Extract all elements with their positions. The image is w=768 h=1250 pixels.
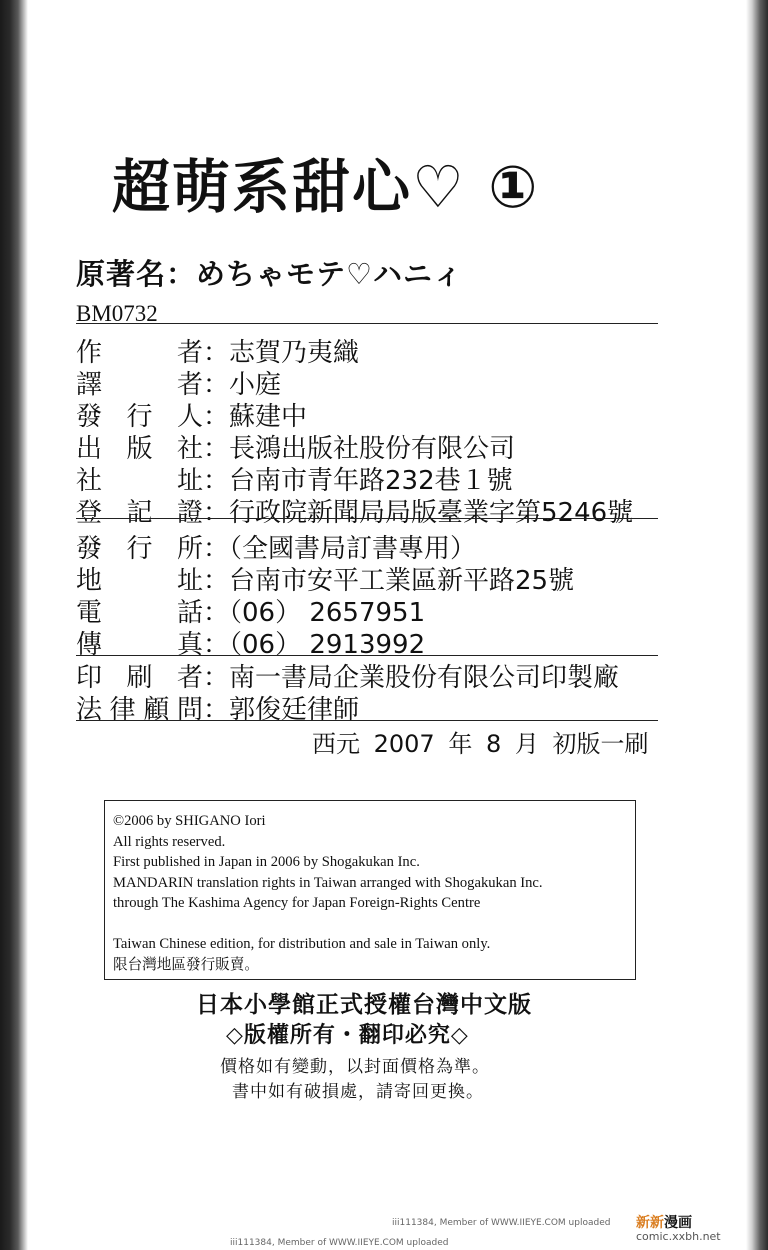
credit-row <box>76 430 515 462</box>
copyright-line: ©2006 by SHIGANO Iori <box>113 813 266 829</box>
credit-value: ：台南市青年路232巷１號 <box>203 465 513 496</box>
license-statement: 日本小學館正式授權台灣中文版 <box>196 992 532 1018</box>
logo-accent-text: 新新 <box>636 1215 664 1231</box>
credit-label <box>76 492 203 529</box>
credit-value: ：台南市安平工業區新平路25號 <box>203 565 575 596</box>
copyright-line: First published in Japan in 2006 by Shogakukan Inc. <box>113 854 420 871</box>
credit-label-char: 作 <box>76 337 103 368</box>
scan-left-edge <box>0 0 28 1250</box>
credit-label-char: 版 <box>126 433 153 464</box>
credit-label-char: 譯 <box>76 369 103 400</box>
book-title: 超萌系甜心♡ ① <box>112 153 540 221</box>
credit-label-char: 話 <box>176 597 203 628</box>
credit-label-char: 記 <box>126 497 153 528</box>
credit-label-char: 社 <box>76 465 103 496</box>
publication-date: 西元 2007 年 8 月 初版一刷 <box>312 730 649 758</box>
logo-url: comic.xxbh.net <box>636 1230 721 1243</box>
credit-label-char: 者 <box>176 662 203 693</box>
credit-label-char: 證 <box>176 497 203 528</box>
credit-label-char: 傳 <box>76 629 103 660</box>
credit-label-char: 真 <box>176 629 203 660</box>
credit-label-char: 行 <box>126 401 153 432</box>
divider-lower <box>76 655 658 656</box>
credit-label-char: 電 <box>76 597 103 628</box>
site-logo <box>636 1212 732 1246</box>
credit-row <box>76 626 425 658</box>
credit-value: ：（全國書局訂書專用） <box>203 533 477 564</box>
credit-value: ：蘇建中 <box>203 401 308 432</box>
credit-value: ：郭俊廷律師 <box>203 694 360 725</box>
credit-label-char: 法 <box>76 694 103 725</box>
credit-row <box>76 594 425 626</box>
upload-credit: iii111384, Member of WWW.IIEYE.COM uploaded <box>230 1238 449 1248</box>
credit-label-char: 刷 <box>126 662 153 693</box>
copyright-gap <box>113 914 627 934</box>
credit-row <box>76 659 619 691</box>
credit-label-char: 顧 <box>143 694 170 725</box>
credit-value: ：南一書局企業股份有限公司印製廠 <box>203 662 620 693</box>
copyright-line: through The Kashima Agency for Japan Foreign-Rights Centre <box>113 895 481 912</box>
credit-label-char: 者 <box>176 369 203 400</box>
credit-label-char: 出 <box>76 433 103 464</box>
damage-note: 書中如有破損處，請寄回更換。 <box>232 1082 484 1102</box>
book-code: BM0732 <box>76 301 158 326</box>
credit-value: ：長鴻出版社股份有限公司 <box>203 433 516 464</box>
credit-label-char: 者 <box>176 337 203 368</box>
credit-label-char: 發 <box>76 533 103 564</box>
credit-label-char: 所 <box>176 533 203 564</box>
divider-bottom <box>76 720 658 721</box>
credit-label-char: 人 <box>176 401 203 432</box>
credit-label-char: 址 <box>176 565 203 596</box>
price-note: 價格如有變動，以封面價格為準。 <box>220 1057 490 1077</box>
copyright-line: Taiwan Chinese edition, for distribution and sale in Taiwan only. <box>113 935 491 952</box>
credit-label-char: 行 <box>126 533 153 564</box>
credit-label-char: 律 <box>109 694 136 725</box>
credit-value: ：行政院新聞局局版臺業字第5246號 <box>203 497 634 528</box>
original-title: 原著名：めちゃモテ♡ハニィ <box>76 257 463 291</box>
credit-label-char: 址 <box>176 465 203 496</box>
credit-row <box>76 462 513 494</box>
credit-label-char: 地 <box>76 565 103 596</box>
credit-value: ：小庭 <box>203 369 282 400</box>
credit-row <box>76 398 307 430</box>
credit-row <box>76 366 281 398</box>
copyright-line: All rights reserved. <box>113 833 226 850</box>
credit-label-char: 社 <box>176 433 203 464</box>
copyright-line: 限台灣地區發行販賣。 <box>113 956 259 973</box>
credit-value: ：（06） 2657951 <box>203 597 426 628</box>
logo-text: 漫画 <box>664 1215 692 1231</box>
credit-label-char: 登 <box>76 497 103 528</box>
credit-row <box>76 494 633 526</box>
credit-row <box>76 691 359 723</box>
credit-label-char: 發 <box>76 401 103 432</box>
copyright-box <box>104 800 636 980</box>
upload-credit: iii111384, Member of WWW.IIEYE.COM uploaded <box>392 1218 611 1228</box>
credit-row <box>76 530 476 562</box>
credit-value: ：志賀乃夷織 <box>203 337 360 368</box>
copyright-line: MANDARIN translation rights in Taiwan arranged with Shogakukan Inc. <box>113 874 543 891</box>
credit-row <box>76 334 359 366</box>
divider-top <box>76 323 658 324</box>
rights-statement: ◇版權所有・翻印必究◇ <box>226 1023 469 1048</box>
credit-label-char: 印 <box>76 662 103 693</box>
credit-value: ：（06） 2913992 <box>203 629 426 660</box>
scan-right-edge <box>746 0 768 1250</box>
credit-row <box>76 562 574 594</box>
credit-label-char: 問 <box>176 694 203 725</box>
divider-middle <box>76 518 658 519</box>
